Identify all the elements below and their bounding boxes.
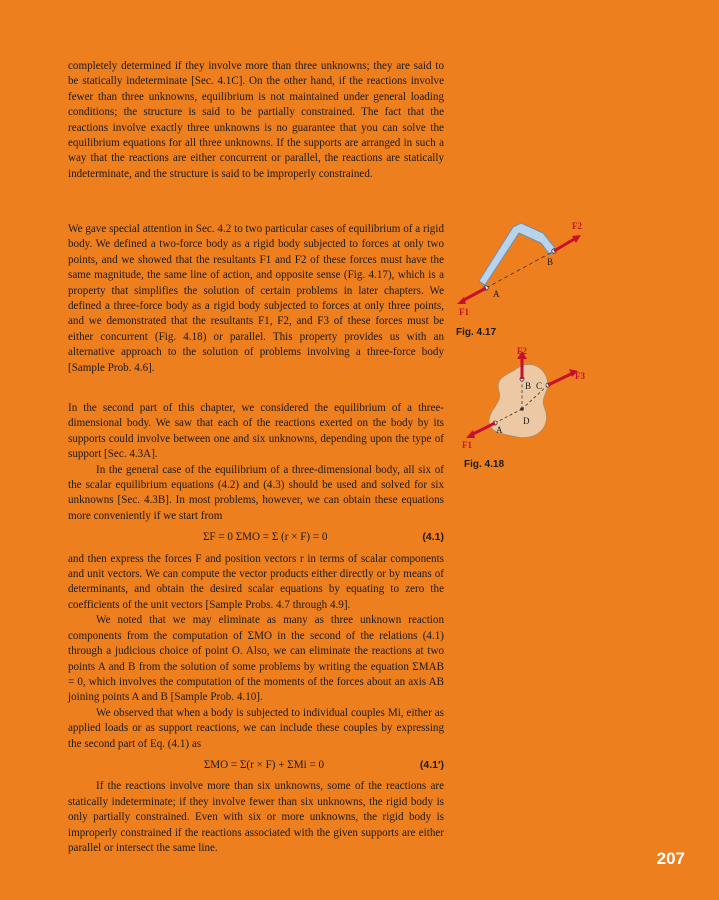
paragraph-1-text: completely determined if they involve more than three unknowns; they are said to be statically indeterminate [Sec. 4.1C]. On the other hand, if the reactions involve fewer than three unknowns, equilibrium is not maintained under general loading conditions; the structure is said to be partially constrained. The fact that the reactions involve exactly three unknowns is no guarantee that you can solve the equilibrium equations for all three unknowns. If the supports are arranged in such a way that the reactions are either concurrent or parallel, the reactions are statically indeterminate, and the structure is said to be improperly constrained.: [68, 60, 444, 180]
point-d-marker: [520, 407, 524, 411]
equation-4-1-prime-number: (4.1′): [419, 758, 444, 771]
paragraph-4-text: In the general case of the equilibrium of a three-dimensional body, all six of the scalar equilibrium equations (4.2) and (4.3) should be used and solved for six unknowns [Sec. 4.3B]. In most problems, however, we can obtain these equations more conveniently if we start from: [68, 463, 444, 522]
fig18-label-b: B: [525, 381, 532, 391]
paragraph-5-text: and then express the forces F and position vectors r in terms of scalar components and unit vectors. We can compute the vector products either directly or by means of determinants, and obtain the desired scalar equations by equating to zero the coefficients of the unit vectors [Sample Probs. 4.7 through 4.9].: [68, 552, 444, 611]
section-3d-equilibrium: [68, 401, 444, 856]
paragraph-constraints: [68, 59, 444, 182]
paragraph-7-text: We observed that when a body is subjected to individual couples Mi, either as applied loads or as support reactions, we can include these couples by expressing the second part of Eq. (4.1) as: [68, 706, 444, 750]
fig17-label-a: A: [493, 289, 500, 299]
fig18-label-a: A: [496, 425, 503, 435]
equation-4-1: [68, 530, 444, 545]
fig18-label-f2: F2: [517, 346, 527, 356]
equation-4-1-number: (4.1): [422, 531, 444, 544]
equation-4-1-prime-formula: ΣMO = Σ(r × F) + ΣMi = 0: [203, 758, 325, 771]
force-f2-arrow: [554, 238, 576, 251]
force-f1-arrowhead: [466, 430, 475, 438]
paragraph-8-text: If the reactions involve more than six unknowns, some of the reactions are statically indeterminate; if they involve fewer than six unknowns, the rigid body is only partially constrained. Even with six or more unknowns, the rigid body is improperly constrained if the reactions associated with the given supports are either parallel or intersect the same line.: [68, 780, 444, 854]
paragraph-two-three-force: [68, 222, 444, 376]
figure-4-18-caption: Fig. 4.18: [464, 459, 505, 470]
paragraph-2-text: We gave special attention in Sec. 4.2 to two particular cases of equilibrium of a rigid body. We defined a two-force body as a rigid body subjected to forces at only two points, and we showed that the resultants F1 and F2 of these forces must have the same magnitude, the same line of action, and opposite sense (Fig. 4.17), which is a property that simplifies the solution of certain problems in later chapters. We defined a three-force body as a rigid body subjected to forces at only three points, and we demonstrated that the resultants F1, F2, and F3 of these forces must be either concurrent (Fig. 4.18) or parallel. This property provides us with an alternative approach to the solution of problems involving a three-force body [Sample Prob. 4.6].: [68, 223, 444, 374]
fig17-label-f2: F2: [572, 221, 582, 231]
force-f1-arrow: [471, 423, 495, 435]
force-f3-arrow: [548, 373, 573, 385]
equation-4-1-prime: [68, 758, 444, 773]
fig18-label-f1: F1: [462, 440, 472, 450]
fig17-label-f1: F1: [459, 307, 469, 317]
fig18-label-c: C: [536, 381, 543, 391]
force-f1-arrow: [462, 288, 486, 301]
paragraph-3-text: In the second part of this chapter, we considered the equilibrium of a three-dimensional body. We saw that each of the reactions exerted on the body by its supports could involve between one and six unknowns, depending upon the type of support [Sec. 4.3A].: [68, 402, 444, 461]
figure-4-17-caption: Fig. 4.17: [456, 327, 497, 338]
fig18-label-d: D: [523, 416, 530, 426]
page-number: 207: [656, 849, 685, 868]
fig18-label-f3: F3: [575, 371, 585, 381]
equation-4-1-formula: ΣF = 0 ΣMO = Σ (r × F) = 0: [202, 531, 328, 544]
figure-4-17-diagram: [455, 215, 595, 325]
two-force-member: [479, 223, 555, 285]
figure-4-18-diagram: [455, 345, 615, 455]
fig17-label-b: B: [547, 257, 554, 267]
paragraph-6-text: We noted that we may eliminate as many as three unknown reaction components from the computation of ΣMO in the second of the relations (4.1) through a judicious choice of point O. Also, we can eliminate the reactions at two points A and B from the solution of some problems by writing the equation ΣMAB = 0, which involves the computation of the moments of the forces about an axis AB joining points A and B [Sample Prob. 4.10].: [68, 614, 444, 704]
